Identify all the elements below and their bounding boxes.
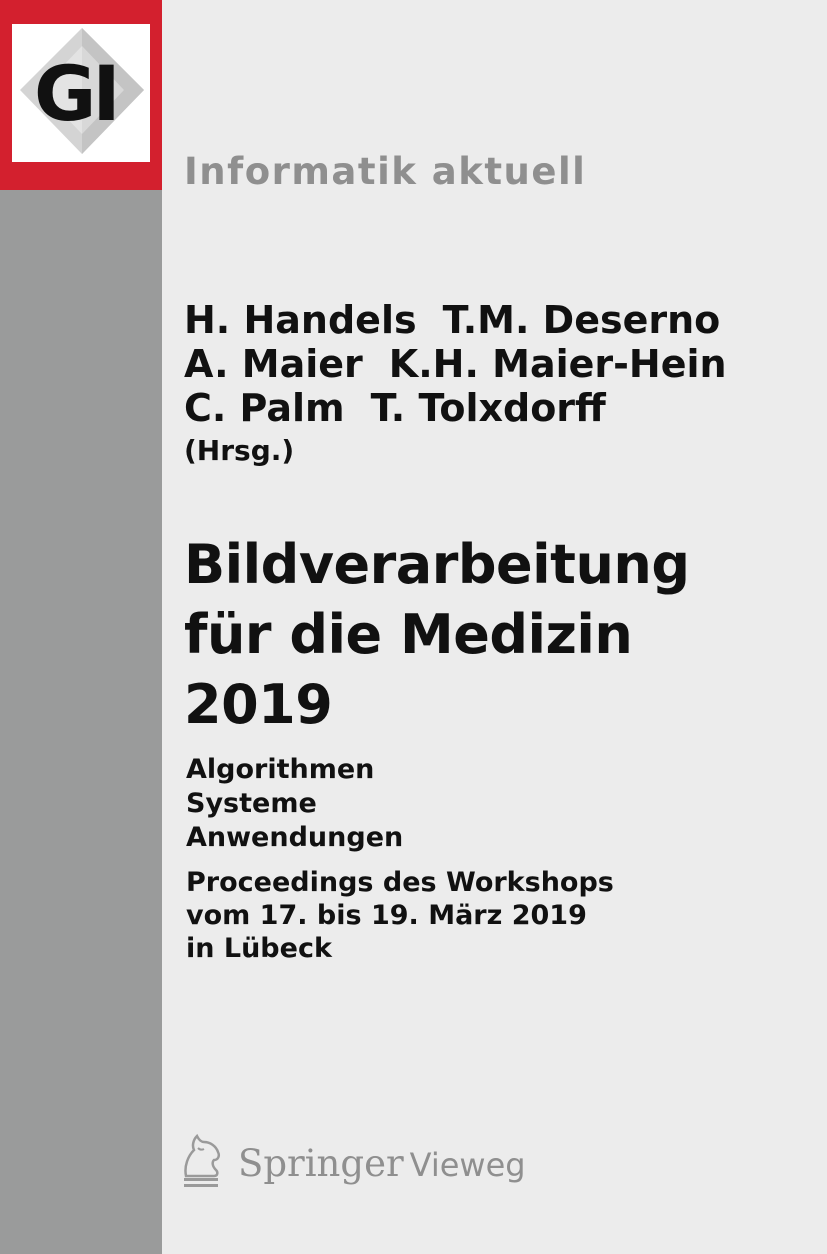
springer-horse-icon — [178, 1132, 228, 1190]
publisher-imprint: Vieweg — [409, 1146, 526, 1184]
proceedings-line-3: in Lübeck — [186, 933, 332, 964]
editor-name: C. Palm — [184, 386, 345, 430]
editors-row-2 — [184, 342, 727, 386]
editor-name: T.M. Deserno — [442, 298, 721, 342]
editor-name: H. Handels — [184, 298, 417, 342]
editors-block — [184, 298, 727, 468]
proceedings-block — [186, 866, 614, 965]
proceedings-line-1: Proceedings des Workshops — [186, 867, 614, 898]
subtitle-line-2: Systeme — [186, 788, 317, 819]
editor-name: K.H. Maier-Hein — [388, 342, 727, 386]
proceedings-line-2: vom 17. bis 19. März 2019 — [186, 900, 587, 931]
editor-name: T. Tolxdorff — [370, 386, 606, 430]
title-line-1: Bildverarbeitung — [184, 533, 690, 596]
publisher-springer: Springer — [238, 1142, 404, 1185]
subtitle-line-3: Anwendungen — [186, 822, 404, 853]
title-line-3: 2019 — [184, 673, 333, 736]
editors-row-1 — [184, 298, 727, 342]
subtitle-block — [186, 753, 403, 855]
publisher-logo — [178, 1130, 578, 1190]
publisher-name — [238, 1142, 526, 1185]
book-title — [184, 530, 690, 740]
series-title: Informatik aktuell — [184, 150, 587, 193]
title-line-2: für die Medizin — [184, 603, 633, 666]
gi-logo-icon — [12, 24, 150, 162]
editors-role: (Hrsg.) — [184, 434, 295, 467]
gi-logo-text: GI — [34, 49, 117, 138]
editors-row-3 — [184, 386, 727, 430]
gi-logo — [12, 24, 150, 162]
subtitle-line-1: Algorithmen — [186, 754, 375, 785]
editor-name: A. Maier — [184, 342, 363, 386]
